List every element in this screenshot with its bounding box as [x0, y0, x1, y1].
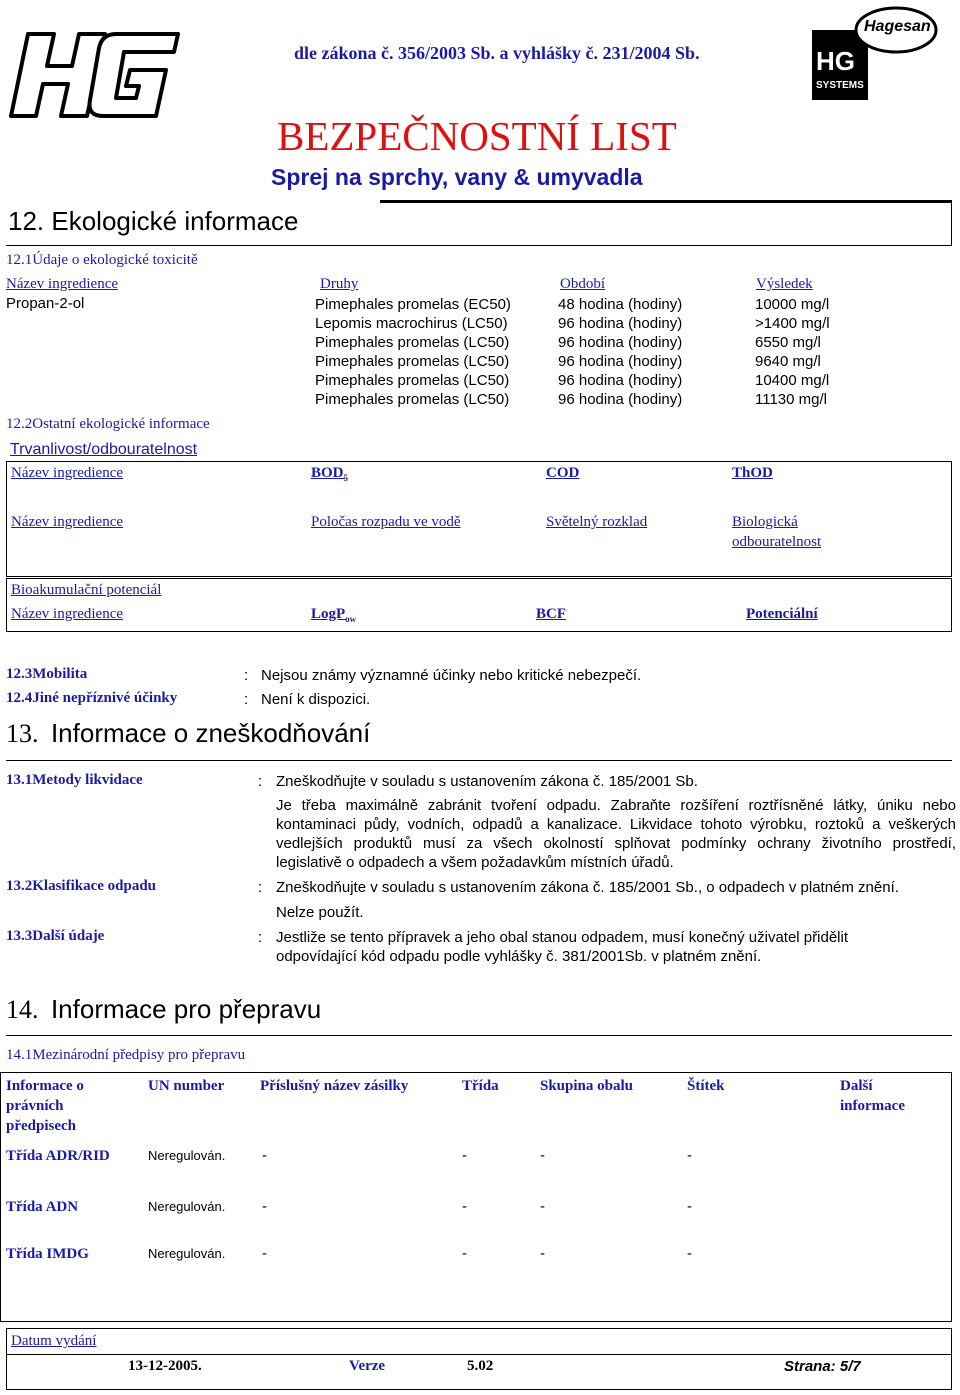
- transport-header-un: UN number: [148, 1078, 225, 1094]
- other-info-label: 13.3Další údaje: [6, 928, 105, 944]
- section-14-text: Informace pro přepravu: [50, 994, 322, 1024]
- transport-header-additional: Další informace: [840, 1078, 905, 1114]
- degrade-header-photolysis: Světelný rozklad: [546, 514, 648, 530]
- waste-class-colon: :: [258, 879, 263, 896]
- table-row: [0, 333, 960, 352]
- transport-class: Třída IMDG: [6, 1246, 89, 1262]
- persist-header-bod: [311, 465, 348, 483]
- bod-sub: 5: [343, 473, 349, 483]
- tox-header-species: Druhy: [320, 276, 359, 292]
- bioacc-header-logp: [311, 606, 356, 624]
- issue-date-label: Datum vydání: [11, 1333, 97, 1349]
- tox-period: 96 hodina (hodiny): [558, 315, 683, 332]
- hg-systems-logo: [806, 0, 940, 100]
- table-row: [0, 352, 960, 371]
- persist-header-thod: ThOD: [732, 465, 773, 481]
- transport-class: Třída ADN: [6, 1199, 79, 1215]
- hg-logo: [6, 18, 184, 120]
- section-12-title: 12. Ekologické informace: [8, 206, 299, 236]
- bioacc-header-bcf: BCF: [536, 606, 566, 622]
- tox-result: 10400 mg/l: [755, 372, 830, 389]
- table-row: [0, 314, 960, 333]
- mobility-label: 12.3Mobilita: [6, 666, 88, 682]
- product-name: Sprej na sprchy, vany & umyvadla: [271, 164, 643, 190]
- section-14-number: 14.: [6, 995, 39, 1024]
- tox-period: 96 hodina (hodiny): [558, 391, 683, 408]
- issue-date-value: 13-12-2005.: [128, 1358, 202, 1374]
- tox-header-ingredient: Název ingredience: [6, 276, 119, 292]
- transport-table: [0, 1072, 952, 1322]
- transport-class: Třída ADR/RID: [6, 1148, 110, 1164]
- hg-logo-graphic: [6, 18, 184, 120]
- transport-un: Neregulován.: [148, 1148, 226, 1163]
- toxicity-heading: 12.1Údaje o ekologické toxicitě: [6, 252, 198, 268]
- transport-header-name: Příslušný název zásilky: [260, 1078, 409, 1094]
- transport-group: -: [540, 1245, 545, 1262]
- transport-group: -: [540, 1198, 545, 1215]
- mobility-value: Nejsou známy významné účinky nebo kritické nebezpečí.: [261, 667, 642, 684]
- logp-label: LogP: [311, 606, 346, 622]
- tox-species: Pimephales promelas (EC50): [315, 296, 511, 313]
- transport-name: -: [262, 1147, 267, 1164]
- hagesan-badge-text: Hagesan: [864, 18, 931, 35]
- footer-divider: [6, 1354, 952, 1355]
- persistence-heading: Trvanlivost/odbouratelnost: [10, 441, 198, 458]
- section-14-rule: [6, 1035, 952, 1036]
- disposal-methods-label: 13.1Metody likvidace: [6, 772, 143, 788]
- section-13-rule: [6, 760, 952, 761]
- degrade-header-halflife: Poločas rozpadu ve vodě: [311, 514, 461, 530]
- tox-period: 96 hodina (hodiny): [558, 353, 683, 370]
- law-reference: dle zákona č. 356/2003 Sb. a vyhlášky č. 231/2004 Sb.: [294, 43, 700, 63]
- transport-un: Neregulován.: [148, 1199, 226, 1214]
- persist-header-ingredient: Název ingredience: [11, 465, 124, 481]
- degrade-header-ingredient: Název ingredience: [11, 514, 124, 530]
- persistence-box: [6, 461, 952, 577]
- table-row: [0, 371, 960, 390]
- tox-species: Pimephales promelas (LC50): [315, 391, 510, 408]
- transport-un: Neregulován.: [148, 1246, 226, 1261]
- transport-label: -: [687, 1147, 692, 1164]
- transport-header-regulations: Informace o právních předpisech: [6, 1078, 84, 1134]
- transport-class-value: -: [462, 1245, 467, 1262]
- logp-sub: ow: [345, 614, 357, 624]
- section-13-text: Informace o zneškodňování: [50, 718, 371, 748]
- degrade-header-biodeg-2: odbouratelnost: [732, 534, 822, 550]
- tox-period: 96 hodina (hodiny): [558, 334, 683, 351]
- waste-class-line2: Nelze použít.: [276, 904, 364, 921]
- transport-header-group: Skupina obalu: [540, 1078, 633, 1094]
- hg-systems-sub-text: SYSTEMS: [816, 80, 864, 91]
- transport-name: -: [262, 1245, 267, 1262]
- page-number: Strana: 5/7: [784, 1358, 861, 1375]
- tox-result: 9640 mg/l: [755, 353, 821, 370]
- version-label: Verze: [349, 1358, 386, 1374]
- section-14-title: [6, 994, 321, 1025]
- tox-species: Pimephales promelas (LC50): [315, 353, 510, 370]
- waste-class-label: 13.2Klasifikace odpadu: [6, 878, 157, 894]
- degrade-header-biodeg-1: Biologická: [732, 514, 798, 530]
- disposal-methods-paragraph: Je třeba maximálně zabránit tvoření odpadu. Zabraňte rozšíření roztřísněné látky, úniku nebo kontaminaci půdy, vodních, odpadů a kanalizace. Likvidace tohoto výrobku, roztoků a veškerých vedlejších produktů musí za všech okolností splňovat podmínky ochrany životního prostředí, legislativě o odpadech a všem požadavkům místních úřadů.: [276, 797, 956, 871]
- transport-label: -: [687, 1245, 692, 1262]
- other-effects-value: Není k dispozici.: [261, 691, 371, 708]
- section-12-title-box: [6, 200, 952, 246]
- tox-result: 11130 mg/l: [755, 391, 827, 408]
- transport-group: -: [540, 1147, 545, 1164]
- tox-result: 6550 mg/l: [755, 334, 821, 351]
- tox-species: Pimephales promelas (LC50): [315, 334, 510, 351]
- waste-class-line1: Zneškodňujte v souladu s ustanovením zákona č. 185/2001 Sb., o odpadech v platném znění.: [276, 879, 899, 896]
- other-effects-label: 12.4Jiné nepříznivé účinky: [6, 690, 178, 706]
- tox-header-period: Období: [560, 276, 605, 292]
- tox-header-result: Výsledek: [756, 276, 813, 292]
- persist-header-cod: COD: [546, 465, 580, 481]
- tox-period: 48 hodina (hodiny): [558, 296, 683, 313]
- tox-species: Pimephales promelas (LC50): [315, 372, 510, 389]
- other-info-text: Jestliže se tento přípravek a jeho obal stanou odpadem, musí konečný uživatel přidělit odpovídající kód odpadu podle vyhlášky č. 381/2001Sb. v platném znění.: [276, 929, 848, 965]
- bod-label: BOD: [311, 465, 344, 481]
- tox-period: 96 hodina (hodiny): [558, 372, 683, 389]
- mobility-colon: :: [244, 667, 249, 684]
- other-eco-heading: 12.2Ostatní ekologické informace: [6, 416, 210, 432]
- disposal-methods-colon: :: [258, 773, 263, 790]
- transport-class-value: -: [462, 1198, 467, 1215]
- disposal-methods-line1: Zneškodňujte v souladu s ustanovením zákona č. 185/2001 Sb.: [276, 773, 698, 790]
- bioacc-header-ingredient: Název ingredience: [11, 606, 124, 622]
- other-info-colon: :: [258, 929, 263, 946]
- tox-ingredient: Propan-2-ol: [6, 295, 85, 312]
- table-row: [0, 295, 960, 314]
- version-value: 5.02: [467, 1358, 494, 1374]
- hg-systems-main-text: HG: [816, 46, 855, 76]
- bioacc-heading: Bioakumulační potenciál: [11, 582, 162, 598]
- document-title: BEZPEČNOSTNÍ LIST: [277, 113, 677, 159]
- section-13-title: [6, 718, 370, 749]
- transport-header-class: Třída: [462, 1078, 499, 1094]
- tox-species: Lepomis macrochirus (LC50): [315, 315, 508, 332]
- transport-class-value: -: [462, 1147, 467, 1164]
- other-effects-colon: :: [244, 691, 249, 708]
- transport-name: -: [262, 1198, 267, 1215]
- table-row: [0, 390, 960, 409]
- transport-label: -: [687, 1198, 692, 1215]
- transport-header-label: Štítek: [687, 1078, 725, 1094]
- transport-regs-heading: 14.1Mezinárodní předpisy pro přepravu: [6, 1047, 246, 1063]
- tox-result: 10000 mg/l: [755, 296, 830, 313]
- tox-result: >1400 mg/l: [755, 315, 830, 332]
- bioacc-header-potential: Potenciální: [746, 606, 818, 622]
- section-13-number: 13.: [6, 719, 39, 748]
